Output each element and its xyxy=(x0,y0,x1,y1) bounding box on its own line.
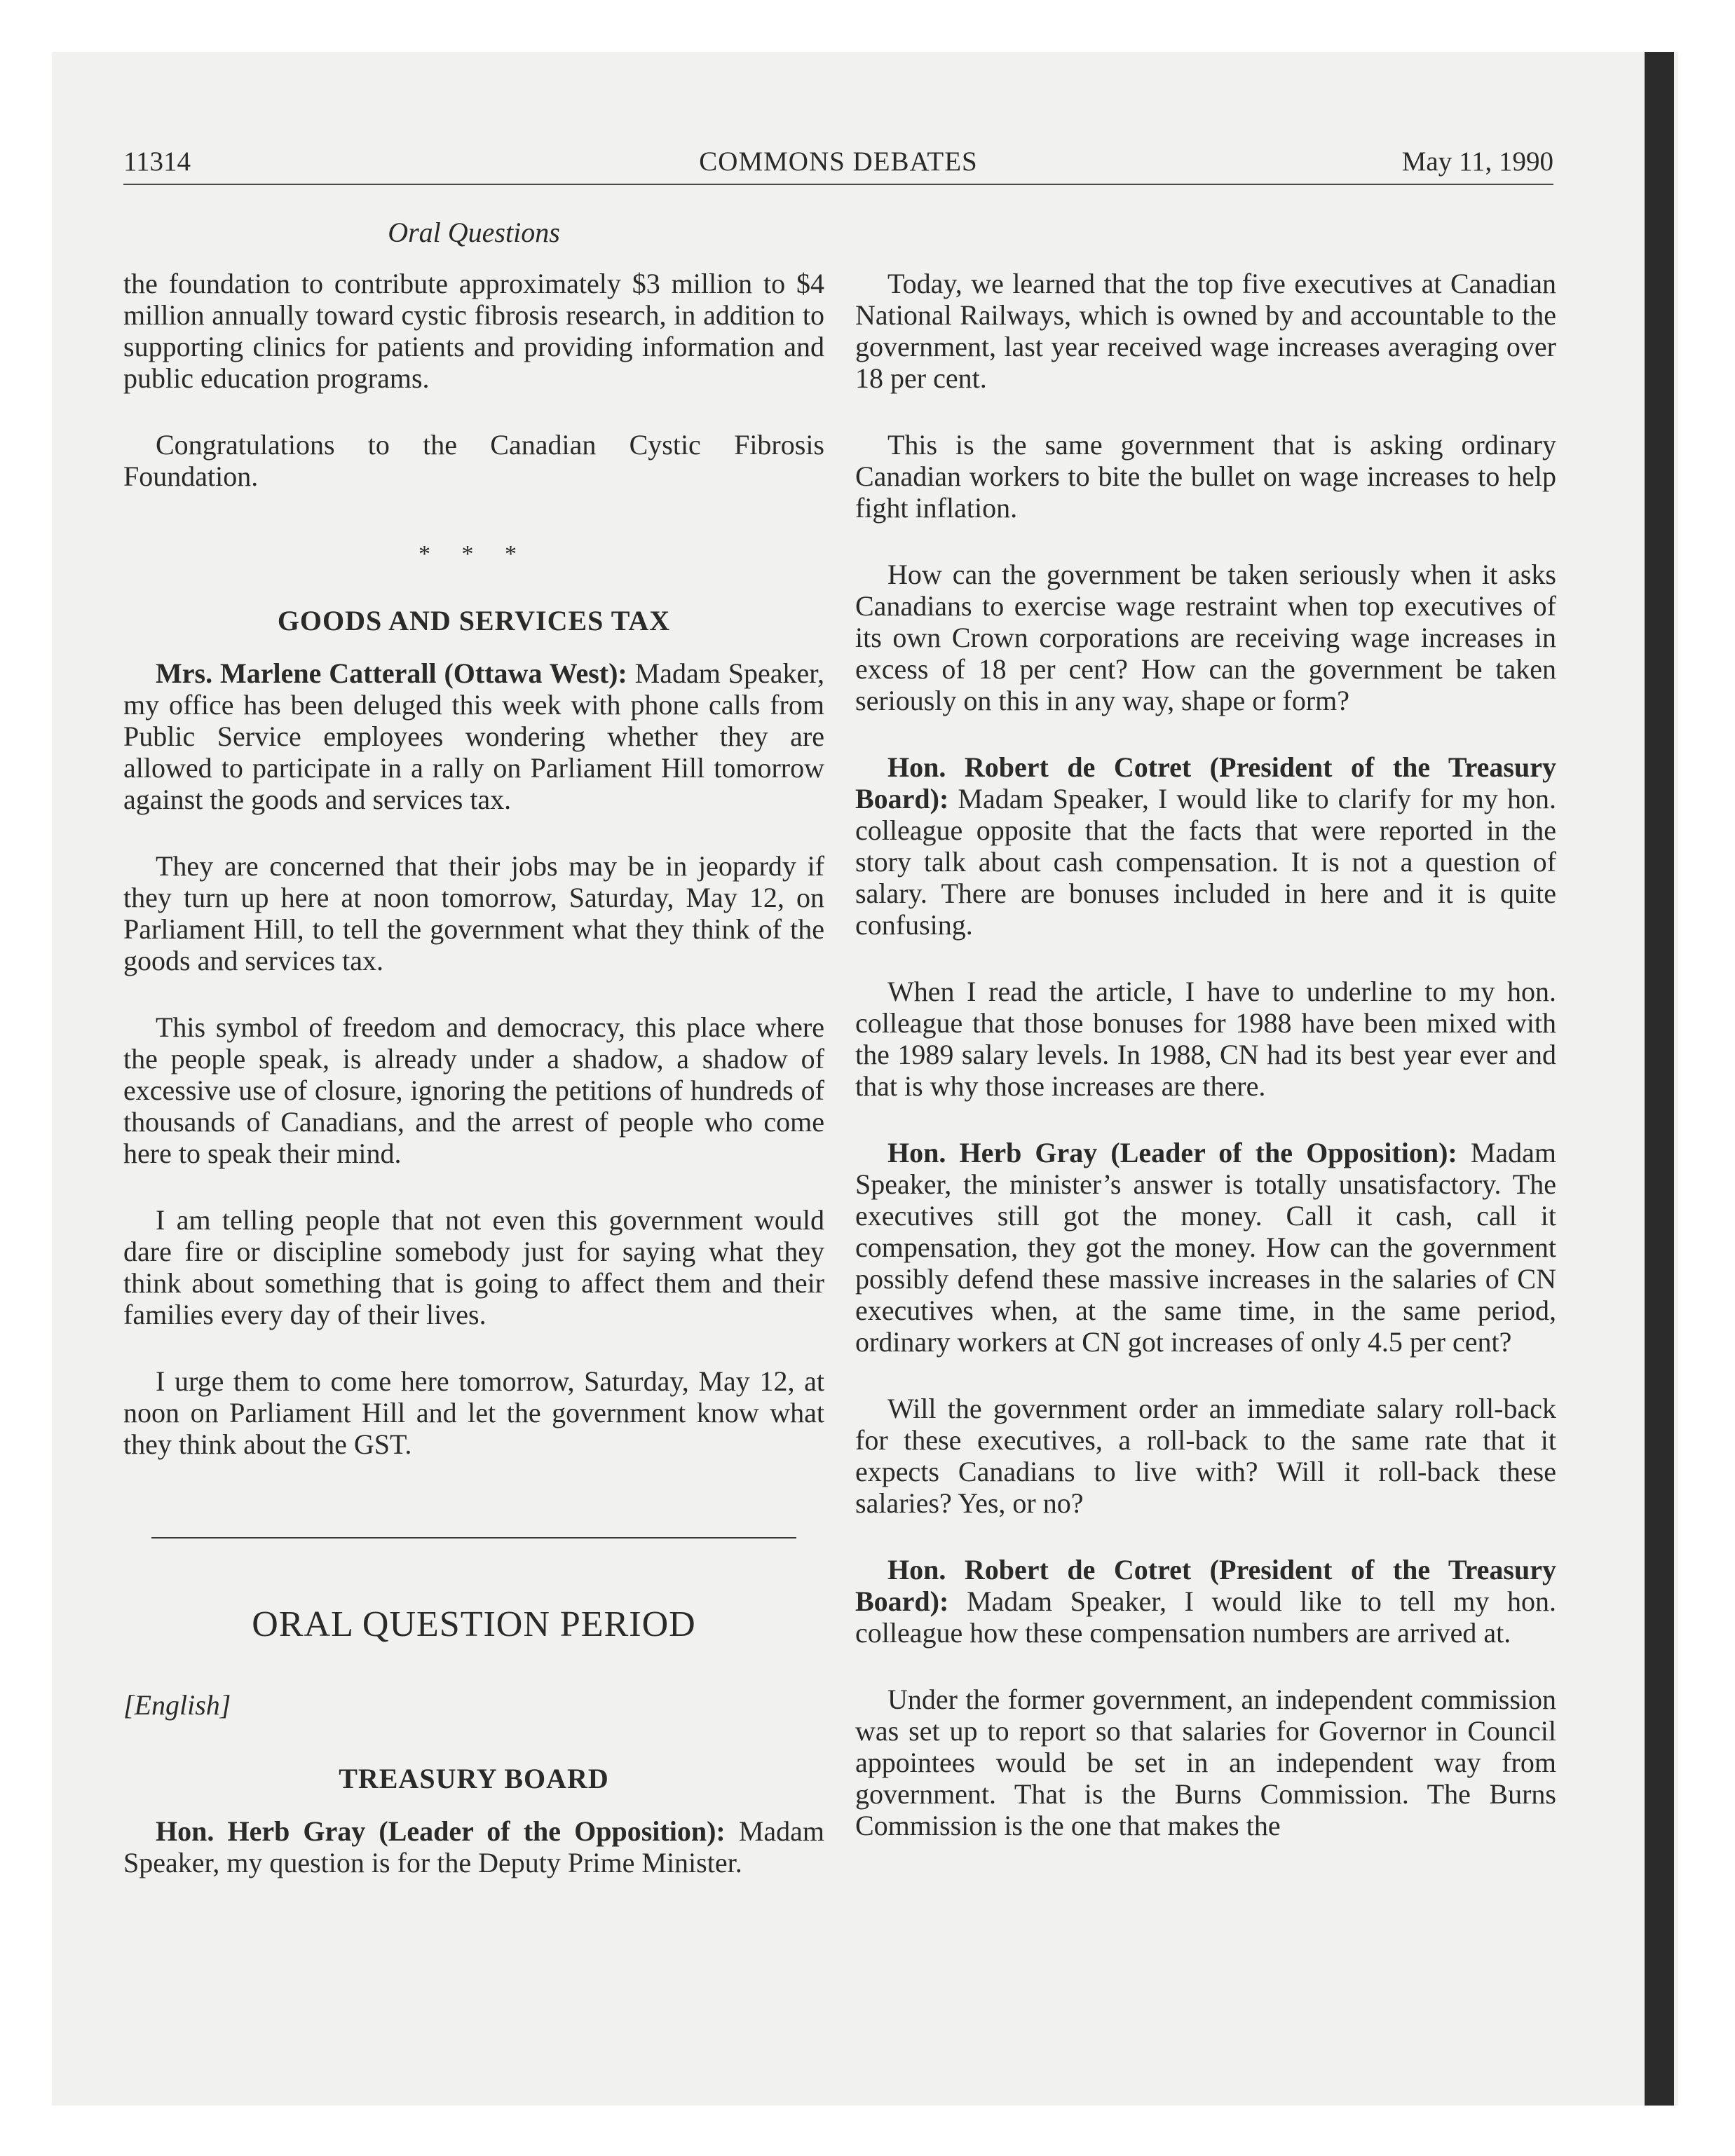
language-marker: [English] xyxy=(123,1689,231,1721)
speaker-name: Hon. Robert de Cotret (President of the Treasury Board): xyxy=(855,1554,1556,1617)
right-column xyxy=(855,268,1556,1841)
speech xyxy=(123,1815,824,1878)
page-header xyxy=(123,140,1553,182)
speaker-name: Hon. Robert de Cotret (President of the Treasury Board): xyxy=(855,751,1556,814)
paragraph: I am telling people that not even this government would dare fire or discipline somebody just for saying what they think about something that is going to affect them and their families every day of their lives. xyxy=(123,1204,824,1330)
section-heading: GOODS AND SERVICES TAX xyxy=(277,605,671,636)
binding-edge xyxy=(1645,52,1674,2106)
publication-title: COMMONS DEBATES xyxy=(699,146,978,177)
publication-date: May 11, 1990 xyxy=(1401,146,1553,177)
speaker-name: Hon. Herb Gray (Leader of the Opposition): xyxy=(887,1137,1457,1168)
paragraph: Congratulations to the Canadian Cystic Fibrosis Foundation. xyxy=(123,429,824,492)
paragraph: Today, we learned that the top five executives at Canadian National Railways, which is owned by and accountable to the government, last year received wage increases averaging over 18 per cent. xyxy=(855,268,1556,394)
header-rule xyxy=(123,184,1553,185)
speech-text: Madam Speaker, I would like to tell my hon. colleague how these compensation numbers are arrived at. xyxy=(855,1585,1556,1649)
speech-text: Madam Speaker, my office has been deluged this week with phone calls from Public Service employees wondering whether they are allowed to participate in a rally on Parliament Hill tomorrow against the goods and services tax. xyxy=(123,657,824,815)
running-head: Oral Questions xyxy=(388,217,560,248)
paragraph: They are concerned that their jobs may be in jeopardy if they turn up here at noon tomorrow, Saturday, May 12, on Parliament Hill, to tell the government what they think of the goods and services tax. xyxy=(123,850,824,976)
page-number: 11314 xyxy=(123,146,191,177)
speaker-name: Hon. Herb Gray (Leader of the Opposition): xyxy=(156,1815,726,1847)
section-heading: TREASURY BOARD xyxy=(339,1763,609,1794)
speech xyxy=(123,657,824,815)
speech-text: Madam Speaker, my question is for the Deputy Prime Minister. xyxy=(123,1815,825,1878)
paragraph: I urge them to come here tomorrow, Saturday, May 12, at noon on Parliament Hill and let the government know what they think about the GST. xyxy=(123,1365,824,1460)
section-separator: * * * xyxy=(419,541,529,567)
paragraph: Under the former government, an independent commission was set up to report so that salaries for Governor in Council appointees would be set in an independent way from government. That is the Burns Commission. The Burns Commission is the one that makes the xyxy=(855,1684,1556,1841)
paragraph: the foundation to contribute approximately $3 million to $4 million annually toward cystic fibrosis research, in addition to supporting clinics for patients and providing information and public education programs. xyxy=(123,268,824,394)
speech xyxy=(855,1137,1556,1358)
paragraph: This symbol of freedom and democracy, this place where the people speak, is already under a shadow, a shadow of excessive use of closure, ignoring the petitions of hundreds of thousands of Canadians, and the arrest of people who come here to speak their mind. xyxy=(123,1011,824,1169)
paragraph: Will the government order an immediate salary roll-back for these executives, a roll-back to the same rate that it expects Canadians to live with? Will it roll-back these salaries? Yes, or no? xyxy=(855,1393,1556,1519)
section-rule xyxy=(151,1537,796,1538)
speech-text: Madam Speaker, I would like to clarify for my hon. colleague opposite that the facts that were reported in the story talk about cash compensation. It is not a question of salary. There are bonuses included in here and it is quite confusing. xyxy=(855,783,1556,941)
paragraph: This is the same government that is asking ordinary Canadian workers to bite the bullet on wage increases to help fight inflation. xyxy=(855,429,1556,524)
paragraph: When I read the article, I have to underline to my hon. colleague that those bonuses for 1988 have been mixed with the 1989 salary levels. In 1988, CN had its best year ever and that is why those increases are there. xyxy=(855,976,1556,1102)
left-column xyxy=(123,268,824,1878)
paragraph: How can the government be taken seriously when it asks Canadians to exercise wage restraint when top executives of its own Crown corporations are receiving wage increases in excess of 18 per cent? How can the government be taken seriously on this in any way, shape or form? xyxy=(855,559,1556,716)
speech xyxy=(855,1554,1556,1649)
major-heading: ORAL QUESTION PERIOD xyxy=(252,1604,696,1644)
speaker-name: Mrs. Marlene Catterall (Ottawa West): xyxy=(156,657,627,689)
speech xyxy=(855,751,1556,941)
speech-text: Madam Speaker, the minister’s answer is totally unsatisfactory. The executives still got the money. Call it cash, call it compensation, they got the money. How can the government possibly defend these massive increases in the salaries of CN executives when, at the same time, in the same period, ordinary workers at CN got increases of only 4.5 per cent? xyxy=(855,1137,1557,1358)
